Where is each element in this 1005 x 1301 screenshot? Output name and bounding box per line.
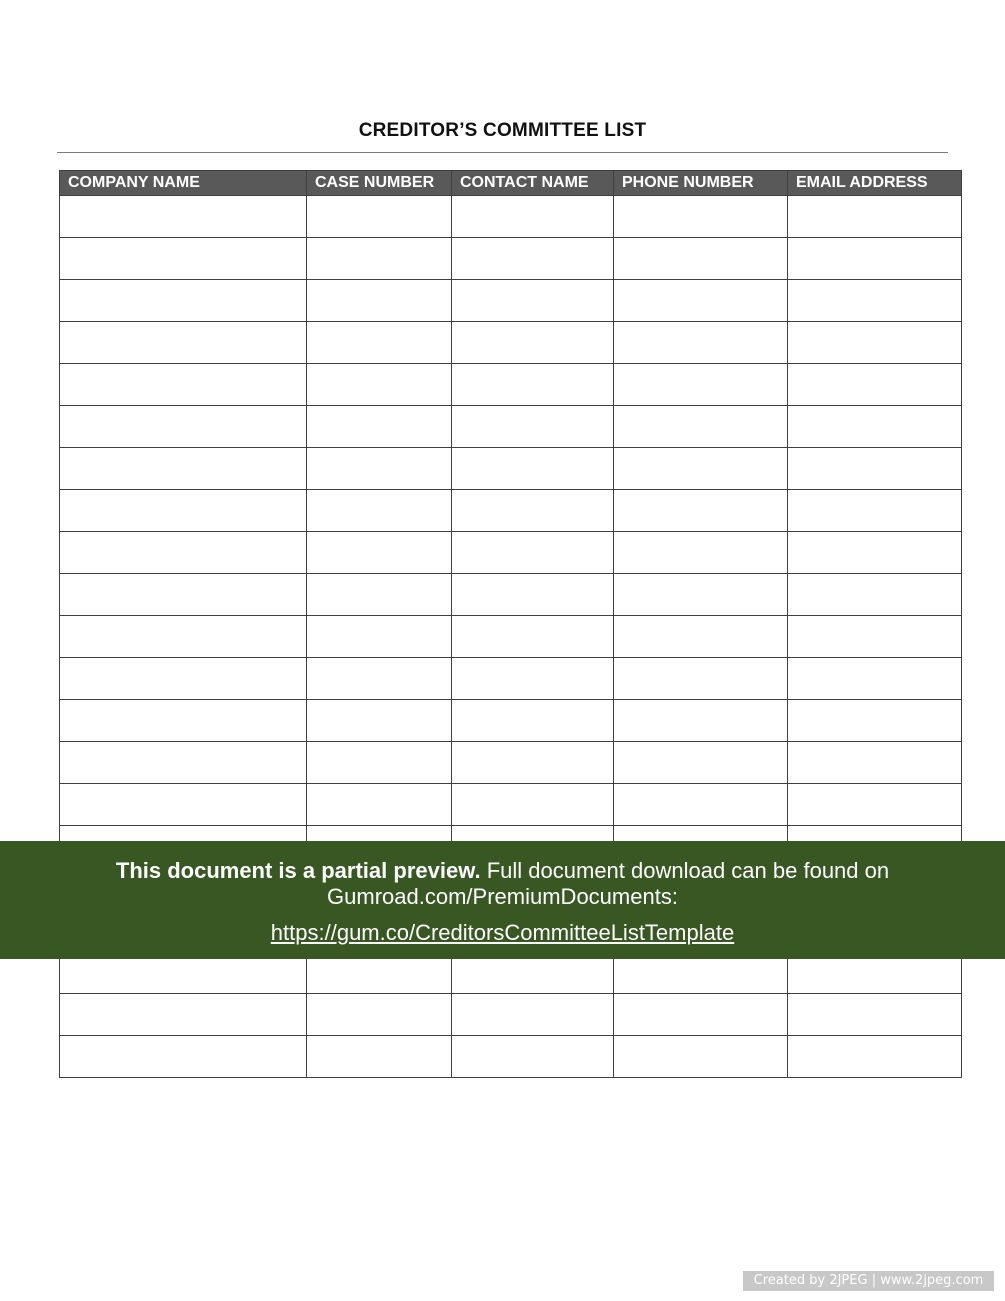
table-row	[60, 196, 962, 238]
table-cell[interactable]	[307, 1036, 452, 1078]
table-cell[interactable]	[307, 406, 452, 448]
table-cell[interactable]	[60, 574, 307, 616]
table-row	[60, 322, 962, 364]
table-cell[interactable]	[788, 1036, 962, 1078]
table-cell[interactable]	[614, 784, 788, 826]
table-cell[interactable]	[307, 490, 452, 532]
table-cell[interactable]	[788, 574, 962, 616]
table-cell[interactable]	[452, 406, 614, 448]
column-header-email-address: EMAIL ADDRESS	[788, 171, 962, 196]
table-cell[interactable]	[452, 364, 614, 406]
table-cell[interactable]	[307, 784, 452, 826]
table-cell[interactable]	[60, 280, 307, 322]
column-header-case-number: CASE NUMBER	[307, 171, 452, 196]
table-cell[interactable]	[788, 700, 962, 742]
table-row	[60, 574, 962, 616]
table-row	[60, 658, 962, 700]
table-cell[interactable]	[60, 994, 307, 1036]
table-cell[interactable]	[307, 196, 452, 238]
banner-lead-bold: This document is a partial preview.	[115, 858, 481, 883]
table-cell[interactable]	[788, 406, 962, 448]
table-cell[interactable]	[614, 280, 788, 322]
table-cell[interactable]	[307, 616, 452, 658]
table-row	[60, 784, 962, 826]
table-cell[interactable]	[60, 616, 307, 658]
table-cell[interactable]	[614, 574, 788, 616]
table-cell[interactable]	[452, 280, 614, 322]
table-cell[interactable]	[60, 532, 307, 574]
table-cell[interactable]	[307, 574, 452, 616]
table-cell[interactable]	[788, 322, 962, 364]
table-row	[60, 238, 962, 280]
table-cell[interactable]	[452, 448, 614, 490]
table-cell[interactable]	[452, 742, 614, 784]
table-cell[interactable]	[307, 532, 452, 574]
table-cell[interactable]	[614, 994, 788, 1036]
table-cell[interactable]	[614, 322, 788, 364]
table-row	[60, 532, 962, 574]
table-row	[60, 490, 962, 532]
table-cell[interactable]	[788, 658, 962, 700]
table-cell[interactable]	[788, 994, 962, 1036]
table-cell[interactable]	[452, 700, 614, 742]
table-cell[interactable]	[452, 196, 614, 238]
table-cell[interactable]	[788, 784, 962, 826]
column-header-contact-name: CONTACT NAME	[452, 171, 614, 196]
table-cell[interactable]	[60, 700, 307, 742]
table-cell[interactable]	[788, 280, 962, 322]
table-cell[interactable]	[60, 364, 307, 406]
table-row	[60, 616, 962, 658]
banner-message	[0, 858, 1005, 910]
column-header-phone-number: PHONE NUMBER	[614, 171, 788, 196]
table-cell[interactable]	[307, 322, 452, 364]
table-cell[interactable]	[307, 280, 452, 322]
table-row	[60, 1036, 962, 1078]
table-cell[interactable]	[307, 742, 452, 784]
preview-banner	[0, 841, 1005, 959]
table-cell[interactable]	[788, 196, 962, 238]
table-cell[interactable]	[60, 1036, 307, 1078]
table-cell[interactable]	[614, 238, 788, 280]
watermark-credit: Created by 2JPEG | www.2jpeg.com	[743, 1271, 994, 1291]
table-row	[60, 994, 962, 1036]
table-cell[interactable]	[614, 364, 788, 406]
table-cell[interactable]	[307, 364, 452, 406]
table-cell[interactable]	[614, 490, 788, 532]
table-cell[interactable]	[614, 616, 788, 658]
table-row	[60, 406, 962, 448]
table-cell[interactable]	[614, 742, 788, 784]
table-cell[interactable]	[60, 406, 307, 448]
table-cell[interactable]	[452, 322, 614, 364]
table-cell[interactable]	[614, 448, 788, 490]
banner-lead-rest: Full document download can be found on	[480, 858, 890, 883]
table-cell[interactable]	[452, 658, 614, 700]
table-cell[interactable]	[452, 784, 614, 826]
table-cell[interactable]	[60, 448, 307, 490]
table-cell[interactable]	[788, 238, 962, 280]
table-cell[interactable]	[788, 448, 962, 490]
banner-line2: Gumroad.com/PremiumDocuments:	[327, 884, 678, 909]
table-cell[interactable]	[307, 448, 452, 490]
table-cell[interactable]	[452, 616, 614, 658]
table-row	[60, 280, 962, 322]
table-cell[interactable]	[452, 490, 614, 532]
table-cell[interactable]	[307, 994, 452, 1036]
table-row	[60, 364, 962, 406]
table-row	[60, 700, 962, 742]
table-cell[interactable]	[60, 238, 307, 280]
table-cell[interactable]	[452, 532, 614, 574]
table-cell[interactable]	[452, 994, 614, 1036]
table-cell[interactable]	[452, 574, 614, 616]
table-cell[interactable]	[614, 700, 788, 742]
table-cell[interactable]	[788, 742, 962, 784]
table-cell[interactable]	[307, 238, 452, 280]
table-cell[interactable]	[60, 784, 307, 826]
table-cell[interactable]	[788, 532, 962, 574]
table-cell[interactable]	[452, 1036, 614, 1078]
table-cell[interactable]	[60, 742, 307, 784]
table-cell[interactable]	[60, 322, 307, 364]
table-cell[interactable]	[788, 616, 962, 658]
table-cell[interactable]	[307, 658, 452, 700]
table-header-row	[60, 171, 962, 196]
title-divider	[57, 152, 948, 153]
table-cell[interactable]	[307, 700, 452, 742]
table-cell[interactable]	[614, 532, 788, 574]
table-cell[interactable]	[452, 238, 614, 280]
table-cell[interactable]	[788, 364, 962, 406]
table-cell[interactable]	[614, 406, 788, 448]
table-cell[interactable]	[60, 196, 307, 238]
table-cell[interactable]	[614, 196, 788, 238]
table-cell[interactable]	[614, 658, 788, 700]
table-cell[interactable]	[788, 490, 962, 532]
download-link[interactable]: https://gum.co/CreditorsCommitteeListTemplate	[270, 920, 735, 945]
table-row	[60, 448, 962, 490]
page-title: CREDITOR’S COMMITTEE LIST	[358, 120, 647, 141]
table-cell[interactable]	[614, 1036, 788, 1078]
table-cell[interactable]	[60, 490, 307, 532]
column-header-company-name: COMPANY NAME	[60, 171, 307, 196]
table-row	[60, 742, 962, 784]
table-cell[interactable]	[60, 658, 307, 700]
